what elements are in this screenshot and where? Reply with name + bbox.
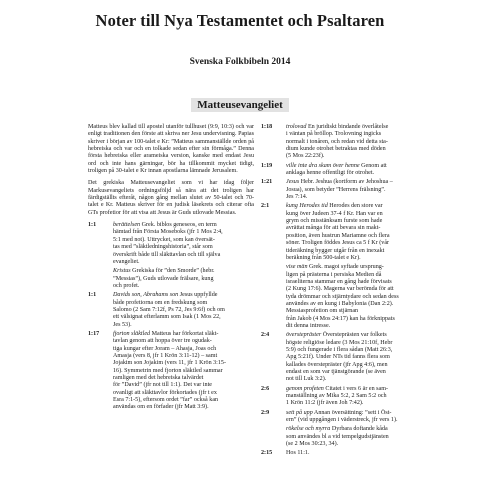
note-entry bbox=[88, 292, 254, 329]
note-entry bbox=[261, 179, 401, 201]
note-line: anklaga henne offentligt för otrohet. bbox=[286, 170, 375, 177]
note-line: dit denna intresse. bbox=[286, 322, 331, 329]
note-line: ville inte dra skam över henne Genom att bbox=[286, 162, 387, 169]
note-term: överstepräster bbox=[286, 332, 322, 339]
note-line: i väntan på bröllop. Trolovning ingicks bbox=[286, 131, 382, 138]
intro-paragraph: Det grekiska Matteusevangeliet som vi har idag följer Markusevangeliets ordningsföljd så nära att det troligen har färdigställts efteråt, någon gång mellan slutet av 50-talet och 70-talet e Kr. Matteus skriver för en judisk läsekrets och citerar ofta GTs profetior för att visa att Jesus är Guds utlovade Messias. bbox=[88, 180, 254, 216]
note-term: Kristus bbox=[113, 268, 131, 275]
note-line: grym och misstänksam furste som hade bbox=[286, 218, 383, 225]
notes-list-right bbox=[261, 124, 401, 458]
note-verse-ref: 2:6 bbox=[261, 385, 270, 392]
note-line: tideräkning bygger utgår från en inexakt bbox=[286, 247, 385, 254]
note-line: fjorton släktled Matteus har förkortat släkt- bbox=[113, 330, 219, 337]
note-line: överskrift både till släkttavlan och till själva bbox=[113, 251, 221, 258]
note-verse-ref: 1:1 bbox=[88, 222, 97, 229]
note-line: Davids son, Abrahams son Jesus uppfyllde bbox=[113, 292, 218, 299]
note-line: (2 Kung 17:6). Magerna var berömda för att bbox=[286, 286, 394, 293]
note-line: Jes 7:14. bbox=[286, 194, 308, 201]
note-line: kung över Judeen 37-4 f Kr. Han var en bbox=[286, 210, 383, 217]
note-line: Hos 11:1. bbox=[286, 450, 310, 457]
note-line: not till Luk 3:2). bbox=[286, 376, 327, 383]
note-line: Apg 5:21f). Under NTs tid fanns flera som bbox=[286, 354, 390, 361]
note-text bbox=[113, 222, 254, 266]
note-line: användes av en kung i Babylonia (Dan 2:2). bbox=[286, 300, 394, 307]
note-line: beräkning från 500-talet e Kr). bbox=[286, 254, 361, 261]
note-verse-ref bbox=[261, 264, 286, 330]
note-entry bbox=[261, 203, 401, 262]
note-term: berättelsen bbox=[113, 222, 141, 229]
note-term: genom profeten bbox=[286, 385, 324, 392]
note-text bbox=[286, 264, 401, 330]
note-line: Salomo (2 Sam 7:12f, Ps 72, Jes 9:6f) och om bbox=[113, 306, 225, 313]
note-text bbox=[286, 179, 401, 201]
note-verse-ref: 2:15 bbox=[261, 450, 273, 457]
note-line: endast en som var tjänstgörande (se även bbox=[286, 369, 386, 375]
note-text bbox=[113, 331, 254, 412]
note-verse-ref: 2:1 bbox=[261, 203, 270, 210]
note-term: Davids son, Abrahams son bbox=[113, 292, 179, 299]
note-line: avrättat många för att bevara sin makt- bbox=[286, 225, 381, 232]
note-line: Amasja (vers 8, jfr 1 Krön 3:11-12) – samt bbox=[113, 352, 218, 359]
note-line: Jesus Hebr. Jeshua (kortform av Jehoshua – bbox=[286, 179, 393, 186]
note-line: Kristus Grekiska för ”den Smorde” (hebr. bbox=[113, 268, 215, 275]
note-verse-ref: 1:1 bbox=[88, 292, 97, 299]
note-entry bbox=[261, 426, 401, 448]
note-line: manställning av Mika 5:2, 2 Sam 5:2 och bbox=[286, 393, 387, 400]
note-entry bbox=[261, 450, 401, 457]
note-text bbox=[286, 163, 401, 178]
note-entry bbox=[88, 222, 254, 266]
note-text bbox=[286, 386, 401, 408]
note-line: från Jakob (4 Mos 24:17) kan ha förknippats bbox=[286, 315, 395, 322]
note-line: tiga kungar efter Joram – Ahasja, Joas och bbox=[113, 345, 217, 352]
note-line: tavlan genom att hoppa över tre ogudak- bbox=[113, 338, 212, 345]
note-text bbox=[286, 426, 401, 448]
note-line: överstepräster Översteprästen var folkets bbox=[286, 332, 387, 339]
note-entry bbox=[261, 410, 401, 425]
note-line: Jojakim son Jojakim (vers 11, jfr 1 Krön 3:15- bbox=[113, 360, 227, 367]
note-line: vise män Grek. magoi syftade ursprung- bbox=[286, 264, 384, 271]
note-verse-ref bbox=[261, 426, 286, 448]
note-line: kallades överstepräster (jfr Apg 4:6), men bbox=[286, 361, 388, 368]
page-subtitle: Svenska Folkbibeln 2014 bbox=[189, 57, 291, 67]
note-line: som användes bl a vid tempelgudstjänsten bbox=[286, 433, 389, 440]
notes-list-left bbox=[88, 222, 254, 412]
note-line: normalt i tonåren, och redan vid detta sta- bbox=[286, 138, 388, 145]
note-term: fjorton släktled bbox=[113, 330, 151, 337]
note-line: för ”David” (jfr not till 1:1). Det var inte bbox=[113, 382, 212, 389]
note-line: berättelsen Grek. biblos geneseos, en term bbox=[113, 222, 217, 229]
note-entry bbox=[261, 386, 401, 408]
left-column bbox=[88, 124, 254, 414]
note-text bbox=[286, 124, 401, 161]
section-heading bbox=[0, 95, 480, 113]
note-verse-ref: 2:9 bbox=[261, 409, 270, 416]
note-line: Esra 7:1-5), eftersom ordet ”far” också kan bbox=[113, 397, 219, 404]
note-term: ville inte dra skam över henne bbox=[286, 162, 360, 169]
note-line: sett på upp Annan översättning: ”sett i Öst- bbox=[286, 409, 392, 416]
note-verse-ref: 2:4 bbox=[261, 332, 270, 339]
note-line: ”Messias”), Guds utlovade frälsare, kung bbox=[113, 275, 214, 282]
note-verse-ref: 1:21 bbox=[261, 179, 273, 186]
note-text bbox=[286, 410, 401, 425]
note-term: trolovad bbox=[286, 124, 307, 130]
note-text bbox=[286, 332, 401, 383]
note-line: ern” (vid uppgången i väderstreck, jfr vers 1). bbox=[286, 417, 398, 424]
note-line: 5:9) och fungerade i flera sådan (Matt 26:3, bbox=[286, 346, 393, 353]
note-line: Messiasprofetion om stjärnan bbox=[286, 308, 359, 315]
intro-paragraph: Matteus blev kallad till apostel utanför tullhuset (9:9, 10:3) och var enligt traditionen den förste att skriva ner Jesu undervisning. Papias skriver i början av 100-talet e Kr: ”Matteus sammanställde orden på hebreiska och var och en tolkade sedan efter sin förmåga.” Denna första hebreiska eller arameiska version, kanske med endast Jesu ord och inte hans gärningar, bör ha tillkommit mycket tidigt, troligen på 30-talet e Kr innan apostlarna lämnade Jerusalem. bbox=[88, 124, 254, 175]
note-line: Jes 53). bbox=[113, 321, 132, 328]
note-verse-ref: 1:18 bbox=[261, 124, 273, 130]
note-line: både profetiorna om en fredskung som bbox=[113, 299, 208, 306]
note-text bbox=[286, 203, 401, 262]
note-line: ramligen med det hebreiska talvärdet bbox=[113, 375, 204, 381]
note-line: kung Herodes tid Herodes den store var bbox=[286, 203, 383, 210]
note-line: användas om en förfader (jfr Matt 3:9). bbox=[113, 404, 209, 411]
note-entry bbox=[261, 264, 401, 330]
note-line: israeliterna stammar en gång hade förvisats bbox=[286, 278, 392, 285]
note-line: (5 Mos 22:23f). bbox=[286, 153, 325, 160]
note-line: ovanligt att släkttavlor förkortades (jfr t ex bbox=[113, 389, 217, 396]
right-column bbox=[261, 124, 401, 460]
note-term: kung Herodes tid bbox=[286, 203, 328, 210]
note-entry bbox=[261, 124, 401, 161]
note-verse-ref: 1:19 bbox=[261, 162, 273, 169]
note-text bbox=[113, 268, 254, 290]
note-line: och profet. bbox=[113, 282, 140, 289]
note-line: (se 2 Mos 30:23, 34). bbox=[286, 441, 339, 448]
note-line: rökelse och myrra Dyrbara doftande kåda bbox=[286, 426, 388, 433]
note-line: tas med ”släktledningshistoria”, står som bbox=[113, 244, 213, 251]
note-verse-ref bbox=[88, 268, 113, 290]
note-entry bbox=[88, 331, 254, 412]
note-verse-ref: 1:17 bbox=[88, 330, 100, 337]
note-line: genom profeten Citatet i vers 6 är en sam- bbox=[286, 385, 388, 392]
note-line: högste religiöse ledare (3 Mos 21:10f, Hebr bbox=[286, 339, 393, 346]
note-line: Josua), som betyder ”Herrens frälsning”. bbox=[286, 186, 386, 193]
note-term: sett på upp bbox=[286, 409, 313, 416]
note-term: Jesus bbox=[286, 179, 300, 186]
note-line: evangeliet. bbox=[113, 258, 140, 265]
note-line: söner. Troligen föddes Jesus ca 5 f Kr (vår bbox=[286, 240, 390, 247]
note-entry bbox=[261, 163, 401, 178]
note-line: ett välsignat efterlamm som Isak (1 Mos 22, bbox=[113, 314, 221, 321]
note-text bbox=[286, 450, 401, 457]
note-line: 5:1 med not). Uttrycket, som kan översät- bbox=[113, 236, 215, 243]
note-term: vise män bbox=[286, 264, 308, 271]
note-line: ligen på prästerna i persiska Medien då bbox=[286, 271, 382, 278]
note-entry bbox=[261, 332, 401, 383]
note-line: trolovad En juridiskt bindande överlåtelse bbox=[286, 124, 389, 130]
note-text bbox=[113, 292, 254, 329]
note-entry bbox=[88, 268, 254, 290]
note-line: dium kunde otrohet betraktas med döden bbox=[286, 146, 386, 153]
page-title: Noter till Nya Testamentet och Psaltaren bbox=[95, 11, 385, 30]
section-heading-label: Matteusevangeliet bbox=[191, 98, 289, 112]
note-line: tyda drömmar och stjärntydare och sedan dess bbox=[286, 293, 399, 300]
note-line: hämtad från Första Moseboks (jfr 1 Mos 2:4, bbox=[113, 229, 223, 236]
note-line: 16). Symmetrin med fjorton släktled sammar bbox=[113, 367, 223, 374]
note-line: 1 Krön 11:2 (jfr även Joh 7:42). bbox=[286, 400, 364, 407]
note-line: position, även hustrun Mariamne och flera bbox=[286, 232, 390, 239]
note-term: rökelse och myrra bbox=[286, 426, 331, 433]
